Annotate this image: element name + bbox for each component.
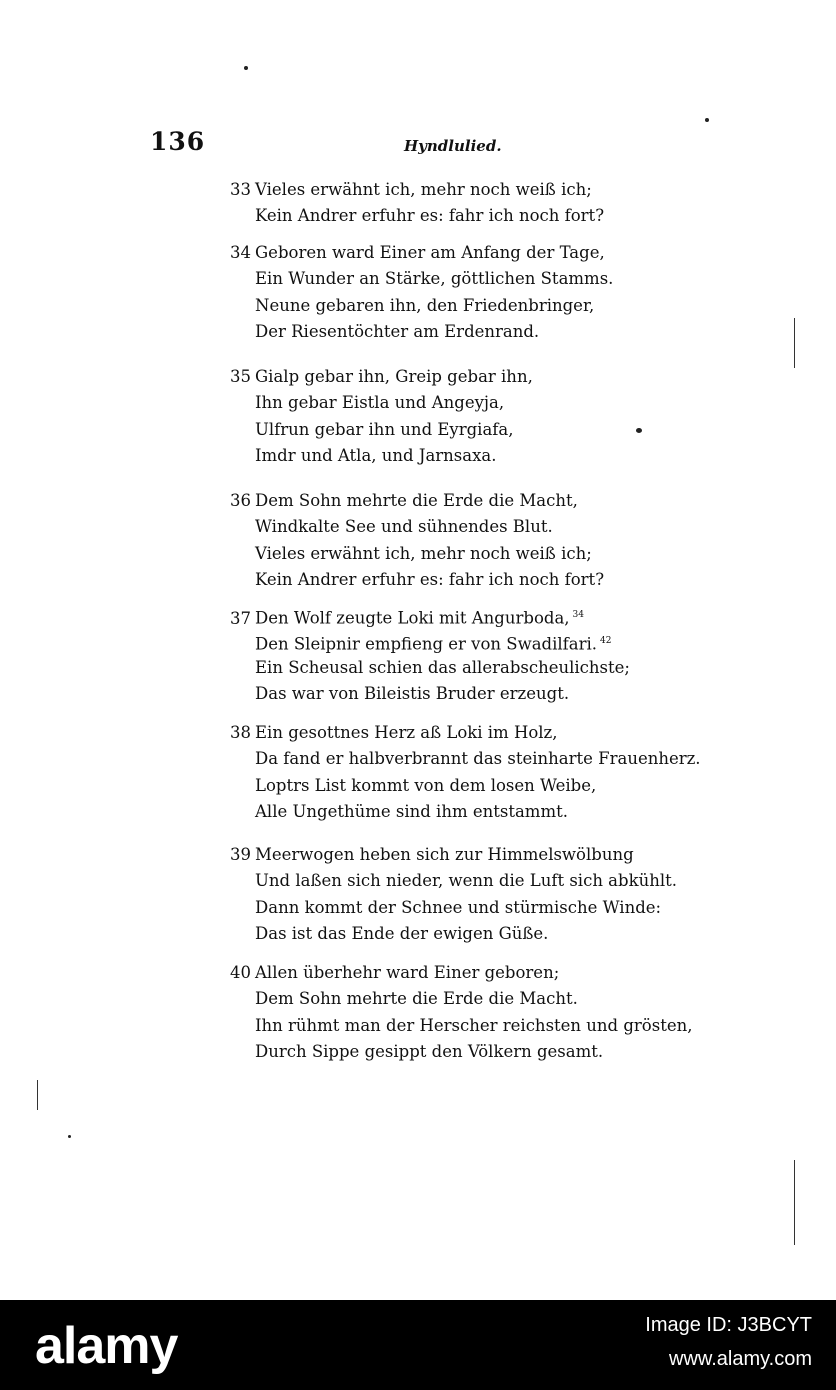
verse-line <box>230 417 650 443</box>
verse-text: Ulfrun gebar ihn und Eyrgiafa, <box>255 419 514 439</box>
stanza-number: 35 <box>230 367 251 386</box>
verse-line <box>230 364 650 390</box>
verse-text: Vieles erwähnt ich, mehr noch weiß ich; <box>255 543 592 563</box>
stanza-33 <box>230 177 650 230</box>
stanza-number: 40 <box>230 963 251 982</box>
verse-line <box>230 514 650 540</box>
verse-line <box>230 541 650 567</box>
scan-edge-mark <box>794 1160 795 1245</box>
alamy-logo: alamy <box>35 1317 178 1375</box>
verse-text: Dem Sohn mehrte die Erde die Macht. <box>255 989 578 1009</box>
scan-speck <box>705 118 709 122</box>
verse-line <box>230 655 650 681</box>
verse-line <box>230 895 662 921</box>
stanza-number: 38 <box>230 723 251 742</box>
verse-line <box>230 1039 650 1065</box>
verse-text: Und laßen sich nieder, wenn die Luft sich abkühlt. <box>255 871 677 891</box>
stanza-34 <box>230 240 650 345</box>
verse-line <box>230 986 650 1012</box>
verse-text: Durch Sippe gesippt den Völkern gesamt. <box>255 1041 604 1061</box>
page-number: 136 <box>150 127 206 156</box>
stanza-38 <box>230 720 701 825</box>
footer-url: www.alamy.com <box>669 1348 812 1370</box>
verse-text: Dann kommt der Schnee und stürmische Winde: <box>255 897 662 917</box>
stanza-number: 37 <box>230 608 251 628</box>
verse-text: Kein Andrer erfuhr es: fahr ich noch fort? <box>255 569 605 589</box>
verse-text: Windkalte See und sühnendes Blut. <box>255 517 553 537</box>
verse-line <box>230 842 650 868</box>
verse-text: Loptrs List kommt von dem losen Weibe, <box>255 775 597 795</box>
image-id: Image ID: J3BCYT <box>645 1314 812 1336</box>
verse-text: Da fand er halbverbrannt das steinharte Frauenherz. <box>255 749 701 769</box>
verse-text: Ein gesottnes Herz aß Loki im Holz, <box>255 723 558 742</box>
verse-text: Imdr und Atla, und Jarnsaxa. <box>255 445 497 465</box>
verse-line <box>230 773 650 799</box>
stanza-39 <box>230 842 677 947</box>
verse-text: Ihn gebar Eistla und Angeyja, <box>255 393 505 413</box>
verse-line <box>230 602 650 628</box>
verse-line <box>230 293 650 319</box>
scan-edge-mark <box>37 1080 38 1110</box>
verse-text: Das war von Bileistis Bruder erzeugt. <box>255 683 570 703</box>
scan-speck <box>68 1135 71 1138</box>
running-head: Hyndlulied. <box>404 137 502 155</box>
watermark-footer <box>0 1300 836 1390</box>
stanza-number: 36 <box>230 491 251 510</box>
verse-text: Neune gebaren ihn, den Friedenbringer, <box>255 295 595 315</box>
verse-line <box>230 628 650 654</box>
scan-speck <box>636 428 642 433</box>
scan-edge-mark <box>794 318 795 368</box>
verse-text: Gialp gebar ihn, Greip gebar ihn, <box>255 367 533 386</box>
verse-line <box>230 266 650 292</box>
verse-line <box>230 868 677 894</box>
stanza-number: 39 <box>230 845 251 864</box>
verse-text: Ein Wunder an Stärke, göttlichen Stamms. <box>255 269 614 289</box>
verse-line <box>230 921 650 947</box>
verse-text: Kein Andrer erfuhr es: fahr ich noch fort? <box>255 206 605 226</box>
stanza-35 <box>230 364 650 469</box>
verse-line <box>230 319 650 345</box>
verse-text: Den Sleipnir empfieng er von Swadilfari. <box>255 634 598 654</box>
verse-line <box>230 1013 693 1039</box>
verse-line <box>230 177 650 203</box>
stanza-number: 33 <box>230 180 251 199</box>
verse-text: Vieles erwähnt ich, mehr noch weiß ich; <box>255 180 592 199</box>
verse-line <box>230 681 650 707</box>
verse-text: Allen überhehr ward Einer geboren; <box>255 963 560 982</box>
verse-line <box>230 746 701 772</box>
verse-line <box>230 240 650 266</box>
verse-text: Dem Sohn mehrte die Erde die Macht, <box>255 491 578 510</box>
footnote-ref: 34 <box>572 610 584 620</box>
stanza-40 <box>230 960 693 1065</box>
verse-text: Geboren ward Einer am Anfang der Tage, <box>255 243 605 262</box>
verse-text: Ihn rühmt man der Herscher reichsten und grösten, <box>255 1015 693 1035</box>
verse-line <box>230 488 650 514</box>
verse-text: Meerwogen heben sich zur Himmelswölbung <box>255 845 634 864</box>
verse-text: Ein Scheusal schien das allerabscheulichste; <box>255 657 630 677</box>
verse-text: Den Wolf zeugte Loki mit Angurboda, <box>255 608 570 628</box>
verse-text: Das ist das Ende der ewigen Güße. <box>255 923 549 943</box>
stanza-37 <box>230 602 650 707</box>
verse-line <box>230 960 650 986</box>
verse-line <box>230 390 650 416</box>
verse-text: Der Riesentöchter am Erdenrand. <box>255 321 540 341</box>
footnote-ref: 42 <box>600 636 612 647</box>
scan-speck <box>244 66 248 70</box>
verse-line <box>230 443 650 469</box>
stanza-number: 34 <box>230 243 251 262</box>
verse-line <box>230 203 650 229</box>
verse-line <box>230 799 650 825</box>
verse-line <box>230 567 650 593</box>
stanza-36 <box>230 488 650 593</box>
verse-line <box>230 720 650 746</box>
verse-text: Alle Ungethüme sind ihm entstammt. <box>255 801 568 821</box>
